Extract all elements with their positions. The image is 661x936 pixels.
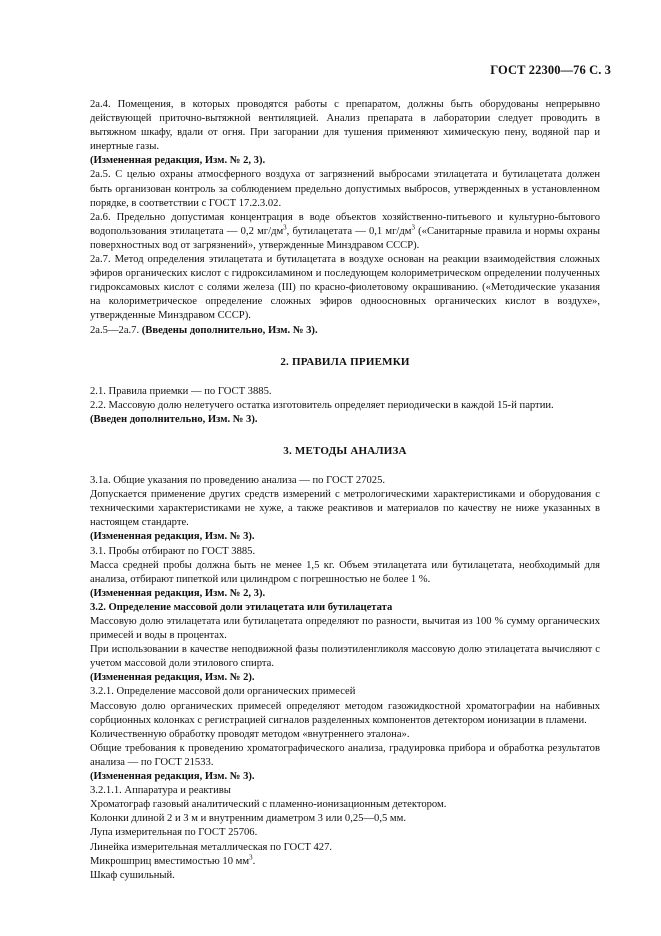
paragraph-text: («Санитарные правила и нормы охраны поверхностных вод от загрязнений», утвержденные Минздравом СССР).: [90, 225, 600, 251]
subsection-title-3-2: 3.2. Определение массовой доли этилацетата или бутилацетата: [90, 601, 393, 613]
superscript: 3: [411, 223, 415, 232]
paragraph-text: .: [252, 855, 256, 867]
superscript: 3: [283, 223, 287, 232]
amendment-note: (Измененная редакция, Изм. № 3).: [90, 531, 255, 543]
superscript: 3: [249, 853, 253, 862]
equipment-item: Лупа измерительная по ГОСТ 25706.: [90, 827, 258, 839]
equipment-item: Шкаф сушильный.: [90, 869, 175, 881]
paragraph-text: Микрошприц вместимостью 10 мм: [90, 855, 250, 867]
amendment-note: (Измененная редакция, Изм. № 2, 3).: [90, 587, 266, 599]
subsection-title-3-2-1: 3.2.1. Определение массовой доли органических примесей: [90, 686, 356, 698]
paragraph-2a7: 2а.7. Метод определения этилацетата и бутилацетата в воздухе основан на реакции взаимодействия сложных эфиров органических кислот с гидроксиламином и последующем колориметрическом определении полученных гидроксамовых кислот с солями железа (III) по красно-фиолетовому окрашиванию. («Методические указания на колориметрическое определение сложных эфиров одноосновных органических кислот в воздухе», утвержденные Минздравом СССР).: [90, 254, 600, 322]
equipment-item: Хроматограф газовый аналитический с пламенно-ионизационным детектором.: [90, 799, 447, 811]
paragraph-text: , бутилацетата — 0,1 мг/дм: [286, 225, 412, 237]
paragraph-3-2-1-c: Количественную обработку проводят методом «внутреннего эталона».: [90, 728, 410, 740]
equipment-item: Колонки длиной 2 и 3 м и внутренним диаметром 3 или 0,25—0,5 мм.: [90, 813, 406, 825]
paragraph-2a5-2a7: [90, 324, 600, 338]
paragraph-3-1a-b: Допускается применение других средств измерений с метрологическими характеристиками и оборудования с техническими характеристиками не хуже, а также реактивов и материалов по качеству не ниже указанных в настоящем стандарте.: [90, 489, 600, 529]
document-body: [90, 98, 600, 883]
equipment-item: [90, 855, 600, 869]
amendment-note: (Измененная редакция, Изм. № 2, 3).: [90, 155, 266, 167]
paragraph-text: 2а.5—2а.7.: [90, 324, 142, 336]
paragraph-3-2-b: Массовую долю этилацетата или бутилацетата определяют по разности, вычитая из 100 % сумму органических примесей и воды в процентах.: [90, 616, 600, 642]
subsection-title-3-2-1-1: 3.2.1.1. Аппаратура и реактивы: [90, 785, 231, 797]
paragraph-3-2-1-b: Массовую долю органических примесей определяют методом газожидкостной хроматографии на набивных сорбционных колонках с регистрацией сигналов разделенных компонентов детектором ионизации в пламени.: [90, 700, 600, 726]
paragraph-3-1a: 3.1а. Общие указания по проведению анализа — по ГОСТ 27025.: [90, 475, 386, 487]
paragraph-3-2-1-d: Общие требования к проведению хроматографического анализа, градуировка прибора и обработка результатов анализа — по ГОСТ 21533.: [90, 742, 600, 768]
amendment-note: (Измененная редакция, Изм. № 2).: [90, 672, 255, 684]
section-title-methods: 3. МЕТОДЫ АНАЛИЗА: [283, 444, 407, 457]
paragraph-2a5: 2а.5. С целью охраны атмосферного воздуха от загрязнений выбросами этилацетата и бутилацетата должен быть организован контроль за соблюдением предельно допустимых выбросов, утвержденных в установленном порядке, в соответствии с ГОСТ 17.2.3.02.: [90, 169, 600, 209]
page-header: ГОСТ 22300—76 С. 3: [490, 63, 611, 77]
paragraph-2-2: 2.2. Массовую долю нелетучего остатка изготовитель определяет периодически в каждой 15-й партии.: [90, 399, 554, 411]
paragraph-3-2-c: При использовании в качестве неподвижной фазы полиэтиленгликоля массовую долю этилацетата вычисляют с учетом массовой доли этилового спирта.: [90, 644, 600, 670]
equipment-item: Линейка измерительная металлическая по ГОСТ 427.: [90, 841, 333, 853]
section-title-acceptance: 2. ПРАВИЛА ПРИЕМКИ: [280, 355, 410, 368]
paragraph-2a4: [90, 98, 600, 154]
paragraph-2a6: [90, 211, 600, 253]
paragraph-3-1: 3.1. Пробы отбирают по ГОСТ 3885.: [90, 545, 256, 557]
amendment-note: (Измененная редакция, Изм. № 3).: [90, 771, 255, 783]
paragraph-3-1-b: Масса средней пробы должна быть не менее 1,5 кг. Объем этилацетата или бутилацетата, необходимый для анализа, отбирают пипеткой или цилиндром с погрешностью не более 1 %.: [90, 559, 600, 585]
paragraph-text: 2а.4. Помещения, в которых проводятся работы с препаратом, должны быть оборудованы непрерывно действующей приточно-вытяжной вентиляцией. Анализ препарата в лаборатории следует проводить в вытяжном шкафу, вдали от огня. При загорании для тушения применяют химическую пену, водяной пар и инертные газы.: [90, 99, 600, 153]
amendment-note: (Введен дополнительно, Изм. № 3).: [90, 413, 258, 425]
paragraph-2-1: 2.1. Правила приемки — по ГОСТ 3885.: [90, 385, 272, 397]
amendment-note: (Введены дополнительно, Изм. № 3).: [141, 324, 318, 336]
paragraph-text: 2а.6. Предельно допустимая концентрация в воде объектов хозяйственно-питьевого и культурно-бытового водопользования этилацетата — 0,2 мг/дм: [90, 211, 600, 237]
